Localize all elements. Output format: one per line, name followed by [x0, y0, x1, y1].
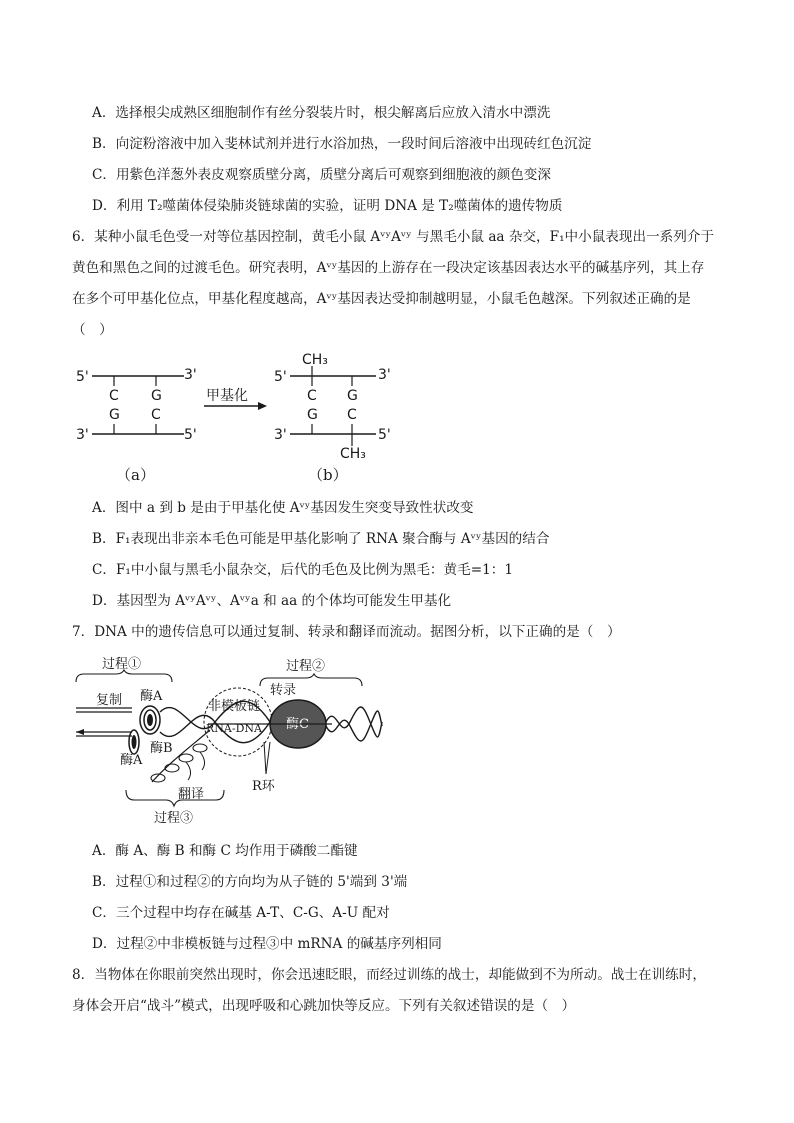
- q6-option-a: A．图中 a 到 b 是由于甲基化使 Aᵛʸ基因发生突变导致性状改变: [92, 500, 474, 516]
- replication-arrow-icon: [76, 729, 84, 735]
- rna-dna-label: RNA-DNA: [206, 722, 262, 735]
- q6-option-c: C．F₁中小鼠与黑毛小鼠杂交，后代的毛色及比例为黑毛：黄毛=1：1: [92, 562, 513, 578]
- enzyme-b-label: 酶B: [150, 741, 173, 756]
- arrow-head-icon: [258, 402, 267, 410]
- q6-option-d: D．基因型为 AᵛʸAᵛʸ、Aᵛʸa 和 aa 的个体均可能发生甲基化: [92, 593, 452, 609]
- fig-b-bottom-5-end: 5': [378, 427, 391, 443]
- fig-b-base-g-top: G: [347, 388, 358, 404]
- fig-a-top-5-end: 5': [76, 369, 89, 385]
- transcription-label: 转录: [270, 683, 297, 698]
- fig-b-methyl-top: CH₃: [302, 352, 328, 368]
- fig-a-bottom-5-end: 5': [184, 427, 197, 443]
- q5-option-a: A．选择根尖成熟区细胞制作有丝分裂装片时，根尖解离后应放入清水中漂洗: [92, 105, 551, 121]
- fig-a-base-g-top: G: [151, 388, 162, 404]
- fig-b-bottom-3-end: 3': [274, 427, 287, 443]
- fig-label-a: （a）: [116, 466, 155, 484]
- q5-option-d: D．利用 T₂噬菌体侵染肺炎链球菌的实验，证明 DNA 是 T₂噬菌体的遗传物质: [92, 198, 563, 214]
- q7-option-b: B．过程①和过程②的方向均为从子链的 5'端到 3'端: [92, 874, 408, 890]
- enzyme-a-top-label: 酶A: [140, 689, 163, 704]
- process1-label: 过程①: [102, 657, 142, 672]
- fig-a-base-c-bottom: C: [151, 407, 161, 423]
- fig-b-top-3-end: 3': [378, 367, 391, 383]
- nontemplate-strand-label: 非模板链: [208, 699, 261, 714]
- fig-b-base-c-bottom: C: [347, 407, 357, 423]
- methylation-arrow-label: 甲基化: [206, 388, 248, 404]
- q6-answer-paren: （ ）: [72, 322, 113, 338]
- fig-a-base-c-top: C: [109, 388, 119, 404]
- r-loop-label: R环: [252, 779, 275, 794]
- gene-expression-diagram: [70, 652, 390, 832]
- fig-b-methyl-bottom: CH₃: [340, 446, 366, 462]
- q8-stem-line1: 8．当物体在你眼前突然出现时，你会迅速眨眼，而经过训练的战士，却能做到不为所动。战士在训练时，: [72, 967, 706, 983]
- fig-a-top-3-end: 3': [184, 367, 197, 383]
- process3-label: 过程③: [154, 811, 194, 826]
- q6-stem-line3: 在多个可甲基化位点，甲基化程度越高，Aᵛʸ基因表达受抑制越明显，小鼠毛色越深。下列叙述正确的是: [72, 291, 691, 307]
- fig-label-b: （b）: [308, 466, 348, 484]
- fig-b-base-g-bottom: G: [307, 407, 318, 423]
- q8-stem-line2: 身体会开启“战斗”模式，出现呼吸和心跳加快等反应。下列有关叙述错误的是（ ）: [72, 998, 576, 1014]
- replication-label: 复制: [96, 693, 123, 708]
- q5-option-b: B．向淀粉溶液中加入斐林试剂并进行水浴加热，一段时间后溶液中出现砖红色沉淀: [92, 136, 592, 152]
- q7-option-c: C．三个过程中均存在碱基 A-T、C-G、A-U 配对: [92, 905, 390, 921]
- fig-b-top-5-end: 5': [274, 369, 287, 385]
- q6-stem-line2: 黄色和黑色之间的过渡毛色。研究表明，Aᵛʸ基因的上游存在一段决定该基因表达水平的碱基序列，其上存: [72, 260, 705, 276]
- q7-option-d: D．过程②中非模板链与过程③中 mRNA 的碱基序列相同: [92, 936, 442, 952]
- process2-label: 过程②: [286, 659, 326, 674]
- enzyme-c-label: 酶C: [286, 717, 309, 732]
- q7-stem: 7．DNA 中的遗传信息可以通过复制、转录和翻译而流动。据图分析，以下正确的是（ ）: [72, 624, 621, 640]
- translation-label: 翻译: [178, 787, 205, 802]
- q7-option-a: A．酶 A、酶 B 和酶 C 均作用于磷酸二酯键: [92, 843, 358, 859]
- methylation-diagram: [72, 342, 412, 492]
- fig-a-bottom-3-end: 3': [76, 427, 89, 443]
- q6-stem-line1: 6．某种小鼠毛色受一对等位基因控制，黄毛小鼠 AᵛʸAᵛʸ 与黑毛小鼠 aa 杂交，F₁中小鼠表现出一系列介于: [72, 229, 715, 245]
- fig-b-base-c-top: C: [307, 388, 317, 404]
- fig-a-base-g-bottom: G: [109, 407, 120, 423]
- enzyme-a-bottom-label: 酶A: [120, 753, 143, 768]
- q6-option-b: B．F₁表现出非亲本毛色可能是甲基化影响了 RNA 聚合酶与 Aᵛʸ基因的结合: [92, 531, 550, 547]
- q5-option-c: C．用紫色洋葱外表皮观察质壁分离，质壁分离后可观察到细胞液的颜色变深: [92, 167, 551, 183]
